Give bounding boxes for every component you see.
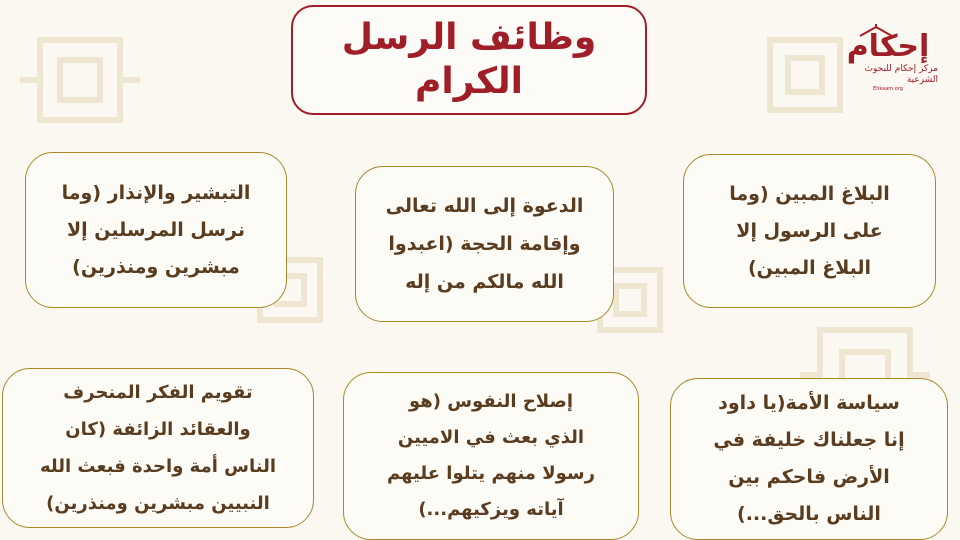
card-siyasa: [670, 378, 948, 540]
card-text: التبشير والإنذار (وما نرسل المرسلين إلا مبشرين ومنذرين): [61, 181, 251, 278]
card-text: تقويم الفكر المنحرف والعقائد الزائفة (كان الناس أمة واحدة فبعث الله النبيين مبشرين ومنذرين): [39, 382, 277, 514]
card-text: الدعوة إلى الله تعالى وإقامة الحجة (اعبدوا الله مالكم من إله: [385, 195, 584, 293]
logo-wordmark: إحكام: [846, 29, 930, 64]
card-text: إصلاح النفوس (هو الذي بعث في الاميين رسولا منهم يتلوا عليهم آياته ويزكيهم...): [387, 391, 595, 520]
card-taqwim: [2, 368, 314, 528]
logo-site: Ehkaam.org: [873, 86, 903, 92]
title-box: [291, 5, 647, 115]
card-dawah: [355, 166, 614, 322]
title-line-1: وظائف الرسل: [341, 17, 597, 58]
card-balagh: [683, 154, 936, 308]
title-line-2: الكرام: [415, 61, 523, 102]
card-islah: [343, 372, 639, 540]
logo-subtitle: مركز إحكام للبحوث الشرعية: [864, 64, 938, 85]
card-tabshir: [25, 152, 287, 308]
card-text: سياسة الأمة(يا داود إنا جعلناك خليفة في الأرض فاحكم بين الناس بالحق...): [713, 392, 905, 525]
card-text: البلاغ المبين (وما على الرسول إلا البلاغ المبين): [729, 182, 890, 279]
logo: [838, 24, 938, 94]
logo-roof-icon: [858, 24, 894, 38]
